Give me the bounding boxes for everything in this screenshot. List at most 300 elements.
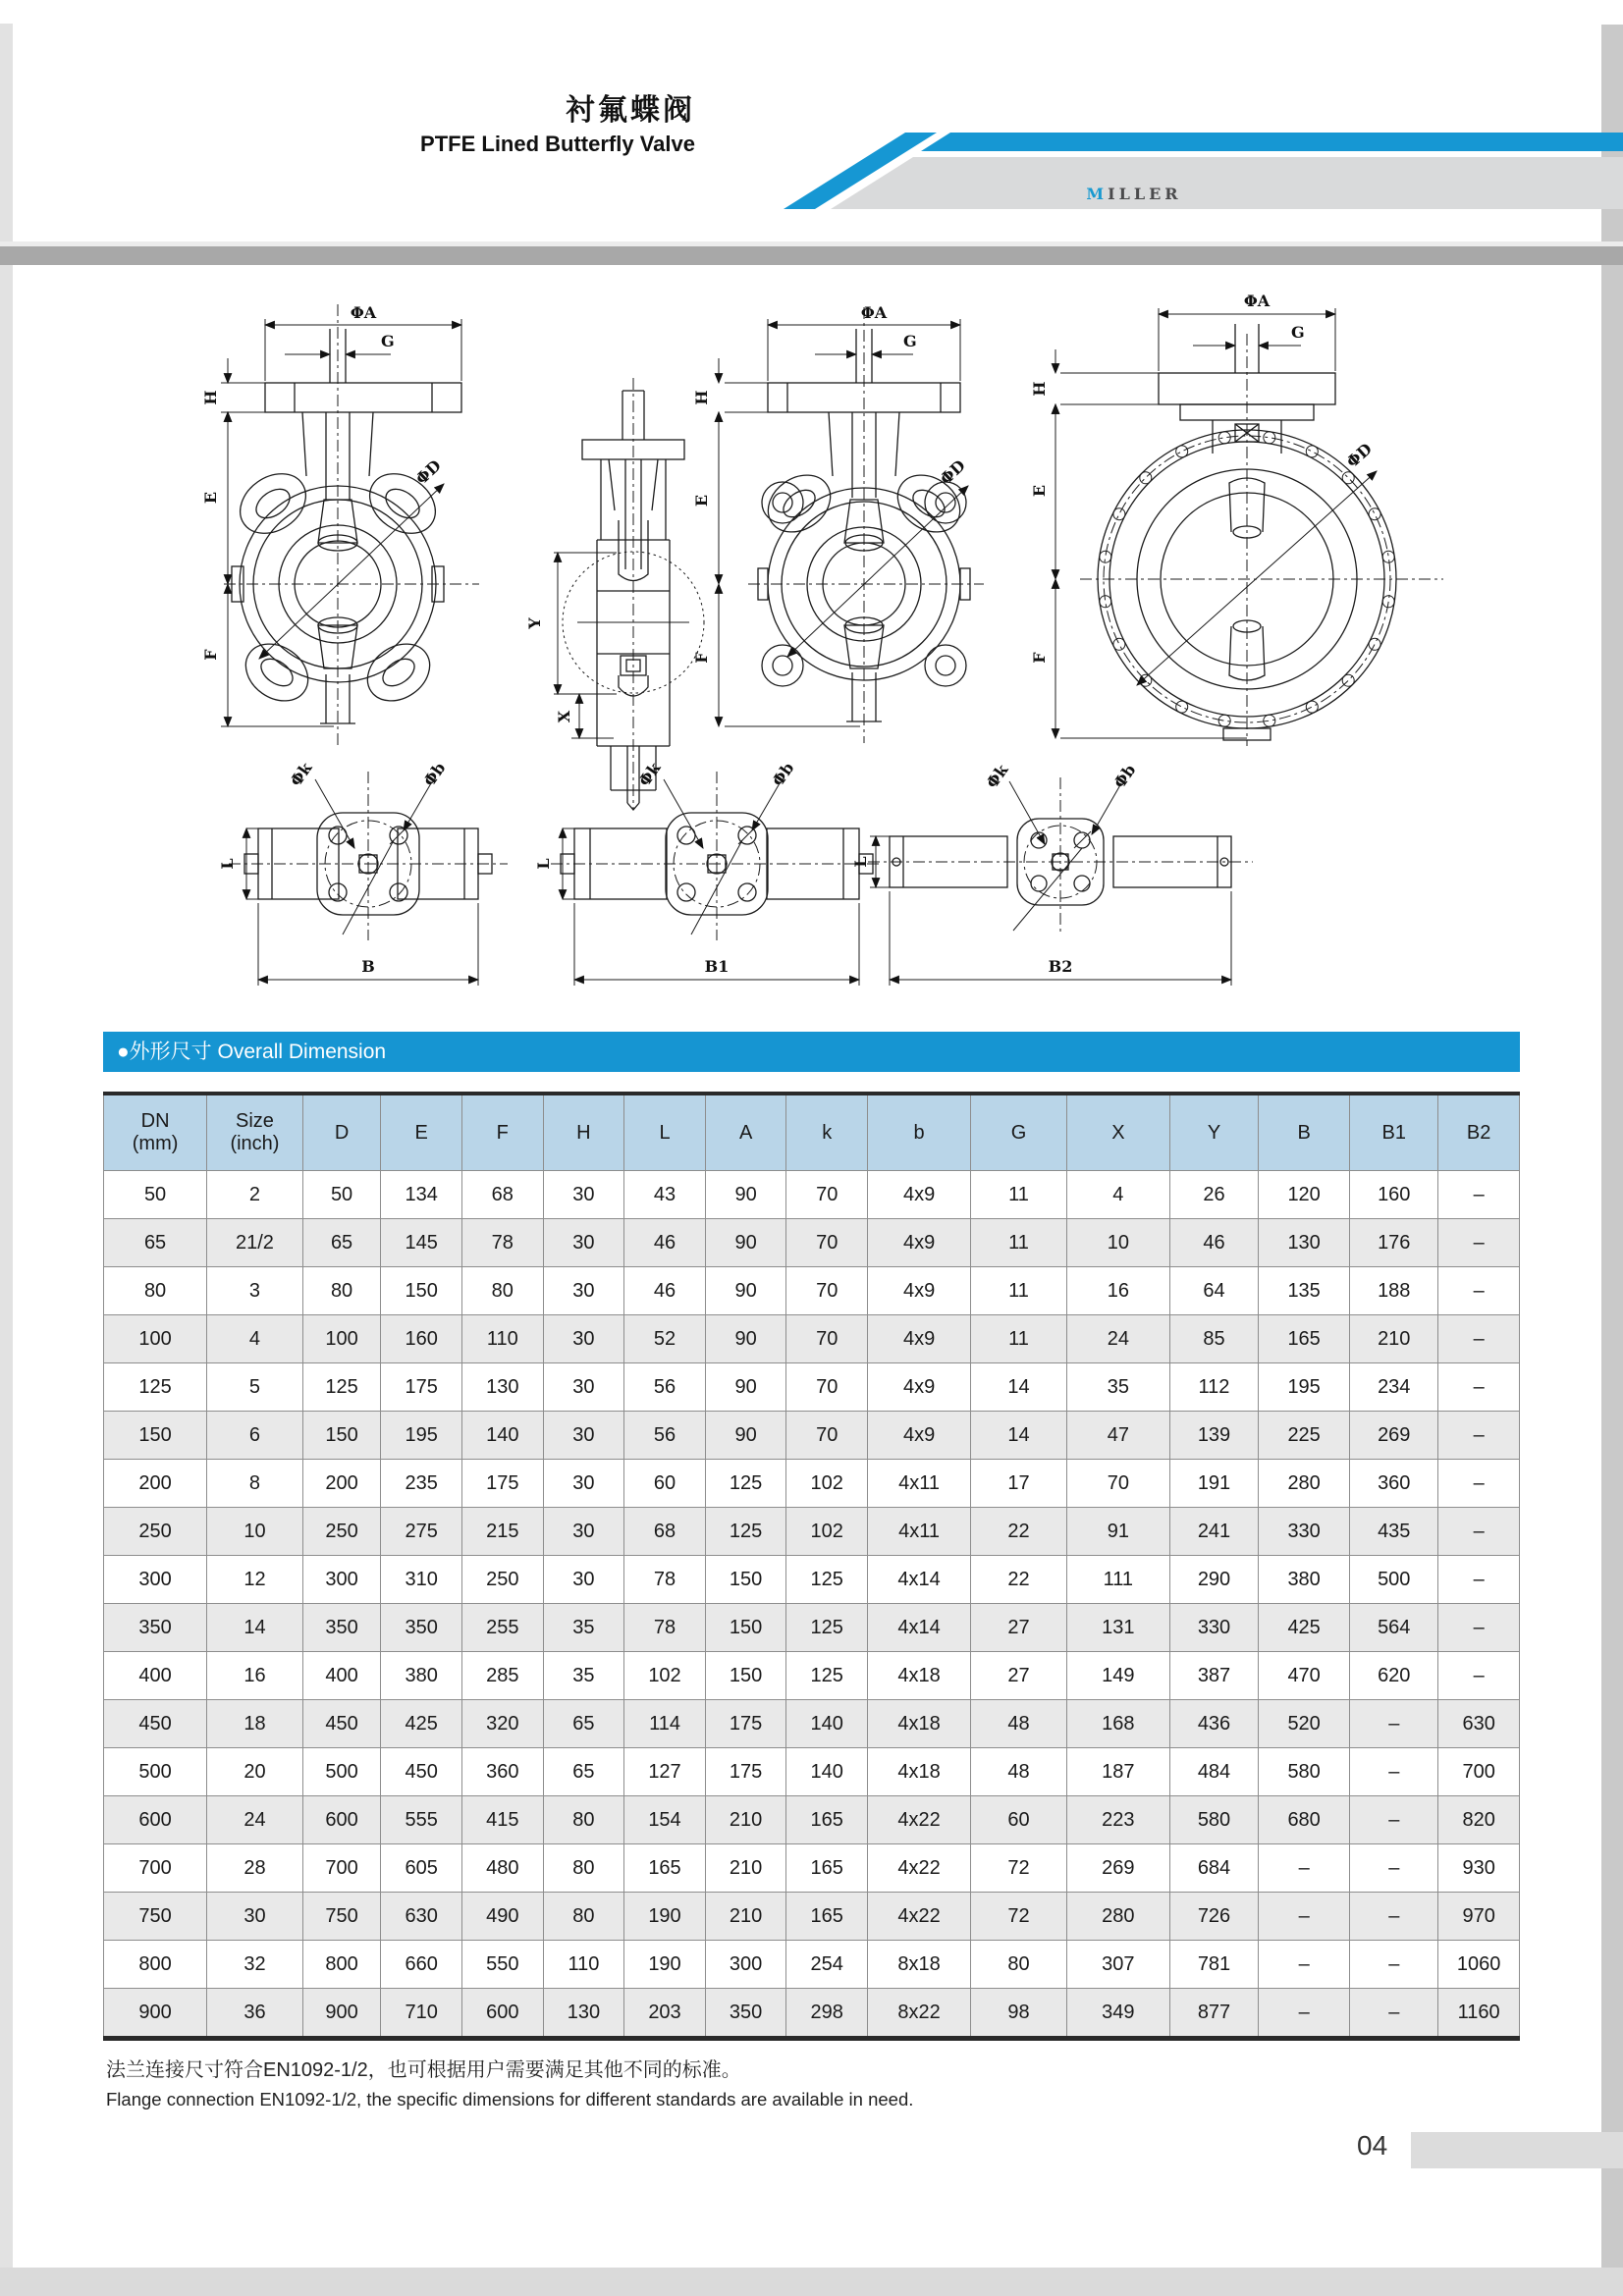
table-row: [104, 1412, 1520, 1460]
table-cell: 450: [381, 1748, 462, 1796]
dim-label-phik: Φk: [634, 759, 665, 790]
table-cell: 4x9: [868, 1315, 971, 1363]
table-cell: 56: [624, 1363, 706, 1412]
drawing-bottom-view-flanged: [851, 758, 1257, 1003]
table-cell: 18: [207, 1700, 303, 1748]
dim-label-X: X: [555, 710, 573, 723]
table-cell: 380: [381, 1652, 462, 1700]
table-cell: 330: [1169, 1604, 1258, 1652]
table-cell: 65: [543, 1748, 624, 1796]
table-cell: 800: [104, 1941, 207, 1989]
table-cell: 750: [104, 1893, 207, 1941]
table-cell: 330: [1259, 1508, 1350, 1556]
table-cell: 140: [786, 1700, 868, 1748]
table-cell: 70: [786, 1171, 868, 1219]
table-cell: 90: [705, 1412, 786, 1460]
table-cell: 60: [624, 1460, 706, 1508]
table-cell: 191: [1169, 1460, 1258, 1508]
table-cell: 131: [1066, 1604, 1169, 1652]
table-cell: 234: [1350, 1363, 1438, 1412]
table-cell: 600: [461, 1989, 543, 2039]
table-cell: 223: [1066, 1796, 1169, 1844]
table-cell: 4x11: [868, 1508, 971, 1556]
table-cell: 750: [302, 1893, 381, 1941]
table-cell: 435: [1350, 1508, 1438, 1556]
table-row: [104, 1941, 1520, 1989]
dim-label-phiD: ΦD: [1342, 439, 1377, 472]
table-cell: 555: [381, 1796, 462, 1844]
table-cell: 48: [971, 1748, 1067, 1796]
table-cell: 80: [543, 1796, 624, 1844]
table-cell: 4x22: [868, 1893, 971, 1941]
table-cell: 700: [302, 1844, 381, 1893]
column-header: b: [868, 1094, 971, 1171]
table-cell: 135: [1259, 1267, 1350, 1315]
table-row: [104, 1893, 1520, 1941]
dim-label-E: E: [201, 491, 220, 505]
table-cell: 127: [624, 1748, 706, 1796]
table-cell: 480: [461, 1844, 543, 1893]
product-title-zh: 衬氟蝶阀: [566, 94, 695, 127]
table-cell: 64: [1169, 1267, 1258, 1315]
table-cell: 255: [461, 1604, 543, 1652]
table-row: [104, 1508, 1520, 1556]
table-cell: 350: [381, 1604, 462, 1652]
table-cell: 68: [461, 1171, 543, 1219]
table-cell: 970: [1438, 1893, 1520, 1941]
table-cell: 630: [1438, 1700, 1520, 1748]
table-cell: –: [1350, 1893, 1438, 1941]
column-header: B2: [1438, 1094, 1520, 1171]
footer-bar: [1411, 2132, 1623, 2168]
table-cell: –: [1438, 1460, 1520, 1508]
table-cell: –: [1350, 1941, 1438, 1989]
table-cell: 300: [302, 1556, 381, 1604]
table-cell: 145: [381, 1219, 462, 1267]
drawing-lug-front-view: [677, 290, 1011, 756]
table-cell: –: [1259, 1893, 1350, 1941]
column-header: F: [461, 1094, 543, 1171]
table-cell: 188: [1350, 1267, 1438, 1315]
table-cell: 125: [786, 1652, 868, 1700]
brand-name: MILLER: [1086, 185, 1182, 203]
table-cell: 90: [705, 1267, 786, 1315]
table-cell: 70: [786, 1412, 868, 1460]
table-cell: 4x14: [868, 1604, 971, 1652]
table-cell: 91: [1066, 1508, 1169, 1556]
table-cell: 20: [207, 1748, 303, 1796]
table-cell: 90: [705, 1219, 786, 1267]
dim-label-phiA: ΦA: [860, 303, 888, 322]
table-cell: 102: [624, 1652, 706, 1700]
column-header: D: [302, 1094, 381, 1171]
table-cell: 400: [104, 1652, 207, 1700]
column-header: B1: [1350, 1094, 1438, 1171]
table-cell: 17: [971, 1460, 1067, 1508]
table-cell: 36: [207, 1989, 303, 2039]
table-cell: 4x9: [868, 1412, 971, 1460]
note-zh: 法兰连接尺寸符合EN1092-1/2，也可根据用户需要满足其他不同的标准。: [106, 2059, 741, 2081]
table-cell: 150: [705, 1556, 786, 1604]
table-cell: 16: [207, 1652, 303, 1700]
table-cell: 290: [1169, 1556, 1258, 1604]
dim-label-H: H: [201, 390, 220, 405]
table-cell: 241: [1169, 1508, 1258, 1556]
table-cell: 436: [1169, 1700, 1258, 1748]
table-cell: 275: [381, 1508, 462, 1556]
table-cell: 250: [104, 1508, 207, 1556]
table-cell: 484: [1169, 1748, 1258, 1796]
column-header: DN (mm): [104, 1094, 207, 1171]
table-cell: 24: [1066, 1315, 1169, 1363]
table-cell: –: [1438, 1508, 1520, 1556]
table-cell: 280: [1259, 1460, 1350, 1508]
table-cell: 4: [1066, 1171, 1169, 1219]
table-cell: 48: [971, 1700, 1067, 1748]
dim-label-E: E: [692, 494, 711, 507]
table-row: [104, 1748, 1520, 1796]
table-cell: 30: [543, 1315, 624, 1363]
table-cell: 4x18: [868, 1652, 971, 1700]
table-cell: 3: [207, 1267, 303, 1315]
table-cell: 168: [1066, 1700, 1169, 1748]
table-cell: 120: [1259, 1171, 1350, 1219]
table-cell: 72: [971, 1844, 1067, 1893]
table-cell: –: [1438, 1652, 1520, 1700]
table-cell: 30: [543, 1412, 624, 1460]
table-cell: 65: [302, 1219, 381, 1267]
dim-label-phiD: ΦD: [411, 455, 445, 489]
table-cell: 30: [207, 1893, 303, 1941]
table-cell: 215: [461, 1508, 543, 1556]
dim-label-phik: Φk: [982, 761, 1012, 792]
dim-label-E: E: [1030, 484, 1049, 498]
table-cell: 580: [1169, 1796, 1258, 1844]
table-cell: 269: [1350, 1412, 1438, 1460]
column-header: H: [543, 1094, 624, 1171]
table-cell: 30: [543, 1267, 624, 1315]
table-row: [104, 1604, 1520, 1652]
table-cell: –: [1350, 1844, 1438, 1893]
page-number: 04: [1357, 2130, 1388, 2161]
table-cell: 350: [705, 1989, 786, 2039]
table-cell: 78: [461, 1219, 543, 1267]
table-cell: 50: [302, 1171, 381, 1219]
column-header: A: [705, 1094, 786, 1171]
table-cell: 470: [1259, 1652, 1350, 1700]
table-cell: 684: [1169, 1844, 1258, 1893]
table-cell: 200: [104, 1460, 207, 1508]
table-cell: 387: [1169, 1652, 1258, 1700]
table-cell: 195: [1259, 1363, 1350, 1412]
table-cell: 21/2: [207, 1219, 303, 1267]
section-title-bar: [103, 1032, 1520, 1072]
table-cell: 360: [461, 1748, 543, 1796]
table-cell: 350: [104, 1604, 207, 1652]
table-cell: 203: [624, 1989, 706, 2039]
table-cell: 600: [104, 1796, 207, 1844]
dim-label-G: G: [903, 332, 917, 350]
table-cell: 4x9: [868, 1267, 971, 1315]
table-cell: 65: [543, 1700, 624, 1748]
table-cell: 90: [705, 1171, 786, 1219]
table-cell: 380: [1259, 1556, 1350, 1604]
table-cell: 300: [705, 1941, 786, 1989]
table-row: [104, 1844, 1520, 1893]
dim-label-phiA: ΦA: [350, 303, 377, 322]
table-cell: 125: [786, 1604, 868, 1652]
table-cell: 490: [461, 1893, 543, 1941]
table-cell: 235: [381, 1460, 462, 1508]
table-cell: 32: [207, 1941, 303, 1989]
table-cell: 150: [381, 1267, 462, 1315]
table-cell: 22: [971, 1556, 1067, 1604]
table-cell: 580: [1259, 1748, 1350, 1796]
table-cell: 60: [971, 1796, 1067, 1844]
table-cell: 200: [302, 1460, 381, 1508]
table-cell: 400: [302, 1652, 381, 1700]
table-cell: 11: [971, 1171, 1067, 1219]
table-cell: 70: [1066, 1460, 1169, 1508]
page-header: [420, 94, 695, 156]
table-cell: 100: [104, 1315, 207, 1363]
table-row: [104, 1989, 1520, 2039]
section-title: ●外形尺寸 Overall Dimension: [117, 1041, 387, 1063]
table-cell: 30: [543, 1219, 624, 1267]
page-edge-bottom: [0, 2268, 1623, 2296]
table-cell: 4x18: [868, 1748, 971, 1796]
column-header: E: [381, 1094, 462, 1171]
table-cell: 5: [207, 1363, 303, 1412]
table-cell: 111: [1066, 1556, 1169, 1604]
drawing-bottom-view-wafer: [218, 758, 515, 1003]
table-cell: 14: [971, 1363, 1067, 1412]
table-row: [104, 1796, 1520, 1844]
table-cell: 46: [1169, 1219, 1258, 1267]
table-cell: 350: [302, 1604, 381, 1652]
table-cell: 85: [1169, 1315, 1258, 1363]
drawing-bottom-view-lug: [534, 758, 889, 1003]
table-cell: –: [1438, 1267, 1520, 1315]
table-cell: 425: [381, 1700, 462, 1748]
table-cell: 4x14: [868, 1556, 971, 1604]
table-cell: 114: [624, 1700, 706, 1748]
table-cell: 250: [461, 1556, 543, 1604]
table-cell: 125: [705, 1508, 786, 1556]
table-cell: 307: [1066, 1941, 1169, 1989]
table-cell: 190: [624, 1893, 706, 1941]
table-cell: 150: [705, 1604, 786, 1652]
table-cell: 680: [1259, 1796, 1350, 1844]
table-cell: 620: [1350, 1652, 1438, 1700]
table-cell: 175: [461, 1460, 543, 1508]
column-header: B: [1259, 1094, 1350, 1171]
table-cell: 4x9: [868, 1171, 971, 1219]
table-cell: 150: [302, 1412, 381, 1460]
table-cell: 78: [624, 1556, 706, 1604]
dim-label-phib: Φb: [419, 759, 450, 790]
table-cell: 90: [705, 1363, 786, 1412]
logo-panel: [831, 157, 1623, 209]
table-cell: 250: [302, 1508, 381, 1556]
table-cell: 165: [624, 1844, 706, 1893]
logo-top-bar: [921, 133, 1623, 151]
table-cell: 520: [1259, 1700, 1350, 1748]
dim-label-phib: Φb: [768, 759, 798, 790]
table-cell: 4x22: [868, 1796, 971, 1844]
table-cell: 195: [381, 1412, 462, 1460]
table-cell: 102: [786, 1508, 868, 1556]
dim-label-L: L: [218, 858, 237, 870]
table-cell: 165: [1259, 1315, 1350, 1363]
table-cell: 4x9: [868, 1219, 971, 1267]
table-cell: –: [1259, 1941, 1350, 1989]
table-cell: –: [1438, 1363, 1520, 1412]
drawing-wafer-front-view: [137, 290, 511, 756]
header-divider-stripe: [0, 241, 1623, 265]
table-cell: 165: [786, 1893, 868, 1941]
table-cell: 450: [302, 1700, 381, 1748]
table-cell: 70: [786, 1219, 868, 1267]
table-cell: 46: [624, 1267, 706, 1315]
table-cell: 269: [1066, 1844, 1169, 1893]
table-cell: –: [1438, 1604, 1520, 1652]
table-cell: 4x11: [868, 1460, 971, 1508]
table-cell: 820: [1438, 1796, 1520, 1844]
table-cell: –: [1350, 1989, 1438, 2039]
column-header: G: [971, 1094, 1067, 1171]
dim-label-F: F: [201, 649, 220, 661]
dimension-table: [103, 1092, 1520, 2041]
table-cell: 300: [104, 1556, 207, 1604]
table-cell: 130: [461, 1363, 543, 1412]
brand-logo: [766, 133, 1623, 209]
table-cell: 70: [786, 1363, 868, 1412]
table-cell: 80: [543, 1893, 624, 1941]
table-cell: 425: [1259, 1604, 1350, 1652]
table-cell: 4: [207, 1315, 303, 1363]
table-cell: 1060: [1438, 1941, 1520, 1989]
table-row: [104, 1556, 1520, 1604]
table-cell: 11: [971, 1219, 1067, 1267]
column-header: k: [786, 1094, 868, 1171]
column-header: L: [624, 1094, 706, 1171]
table-cell: 781: [1169, 1941, 1258, 1989]
table-cell: 130: [1259, 1219, 1350, 1267]
table-cell: 310: [381, 1556, 462, 1604]
table-cell: –: [1438, 1171, 1520, 1219]
table-cell: 320: [461, 1700, 543, 1748]
table-cell: 78: [624, 1604, 706, 1652]
table-cell: –: [1438, 1556, 1520, 1604]
table-cell: 877: [1169, 1989, 1258, 2039]
table-cell: 47: [1066, 1412, 1169, 1460]
table-cell: 46: [624, 1219, 706, 1267]
table-cell: 210: [705, 1844, 786, 1893]
table-cell: 160: [1350, 1171, 1438, 1219]
table-row: [104, 1460, 1520, 1508]
dim-label-G: G: [1291, 323, 1305, 342]
table-cell: 298: [786, 1989, 868, 2039]
table-cell: 930: [1438, 1844, 1520, 1893]
note-en: Flange connection EN1092-1/2, the specific dimensions for different standards are available in need.: [106, 2089, 914, 2109]
table-cell: –: [1259, 1844, 1350, 1893]
table-cell: 450: [104, 1700, 207, 1748]
dim-label-L: L: [851, 856, 870, 868]
table-cell: 26: [1169, 1171, 1258, 1219]
dim-label-Y: Y: [525, 617, 544, 629]
table-cell: 176: [1350, 1219, 1438, 1267]
dim-label-G: G: [381, 332, 395, 350]
dim-label-phiD: ΦD: [936, 455, 969, 489]
table-cell: 630: [381, 1893, 462, 1941]
table-cell: 2: [207, 1171, 303, 1219]
table-cell: 1160: [1438, 1989, 1520, 2039]
table-cell: 98: [971, 1989, 1067, 2039]
table-cell: 140: [786, 1748, 868, 1796]
table-cell: 35: [543, 1604, 624, 1652]
table-cell: 187: [1066, 1748, 1169, 1796]
table-cell: 285: [461, 1652, 543, 1700]
table-cell: 56: [624, 1412, 706, 1460]
table-cell: –: [1438, 1219, 1520, 1267]
table-cell: 30: [543, 1508, 624, 1556]
table-cell: 8x22: [868, 1989, 971, 2039]
dim-label-F: F: [1030, 652, 1049, 664]
table-cell: –: [1438, 1412, 1520, 1460]
table-cell: 726: [1169, 1893, 1258, 1941]
column-header: X: [1066, 1094, 1169, 1171]
table-row: [104, 1171, 1520, 1219]
table-cell: 125: [104, 1363, 207, 1412]
table-cell: 165: [786, 1844, 868, 1893]
table-cell: 24: [207, 1796, 303, 1844]
table-cell: 102: [786, 1460, 868, 1508]
table-cell: 65: [104, 1219, 207, 1267]
table-cell: 68: [624, 1508, 706, 1556]
table-cell: 80: [104, 1267, 207, 1315]
table-cell: 8x18: [868, 1941, 971, 1989]
table-cell: –: [1438, 1315, 1520, 1363]
table-cell: 700: [104, 1844, 207, 1893]
dim-label-F: F: [692, 652, 711, 664]
table-cell: 125: [786, 1556, 868, 1604]
table-cell: 125: [302, 1363, 381, 1412]
table-cell: 14: [971, 1412, 1067, 1460]
table-row: [104, 1267, 1520, 1315]
table-cell: 70: [786, 1315, 868, 1363]
table-cell: 80: [543, 1844, 624, 1893]
dim-label-H: H: [692, 390, 711, 405]
table-cell: 500: [104, 1748, 207, 1796]
table-cell: 11: [971, 1267, 1067, 1315]
dim-label-B2: B2: [1048, 957, 1073, 976]
table-cell: 112: [1169, 1363, 1258, 1412]
table-cell: 90: [705, 1315, 786, 1363]
table-cell: 27: [971, 1604, 1067, 1652]
dim-label-L: L: [534, 858, 553, 870]
table-cell: 415: [461, 1796, 543, 1844]
column-header: Y: [1169, 1094, 1258, 1171]
table-cell: 165: [786, 1796, 868, 1844]
page-edge-left: [0, 24, 13, 2296]
table-cell: 35: [543, 1652, 624, 1700]
table-cell: 10: [1066, 1219, 1169, 1267]
table-cell: 550: [461, 1941, 543, 1989]
table-cell: 14: [207, 1604, 303, 1652]
column-header: Size (inch): [207, 1094, 303, 1171]
table-cell: 134: [381, 1171, 462, 1219]
